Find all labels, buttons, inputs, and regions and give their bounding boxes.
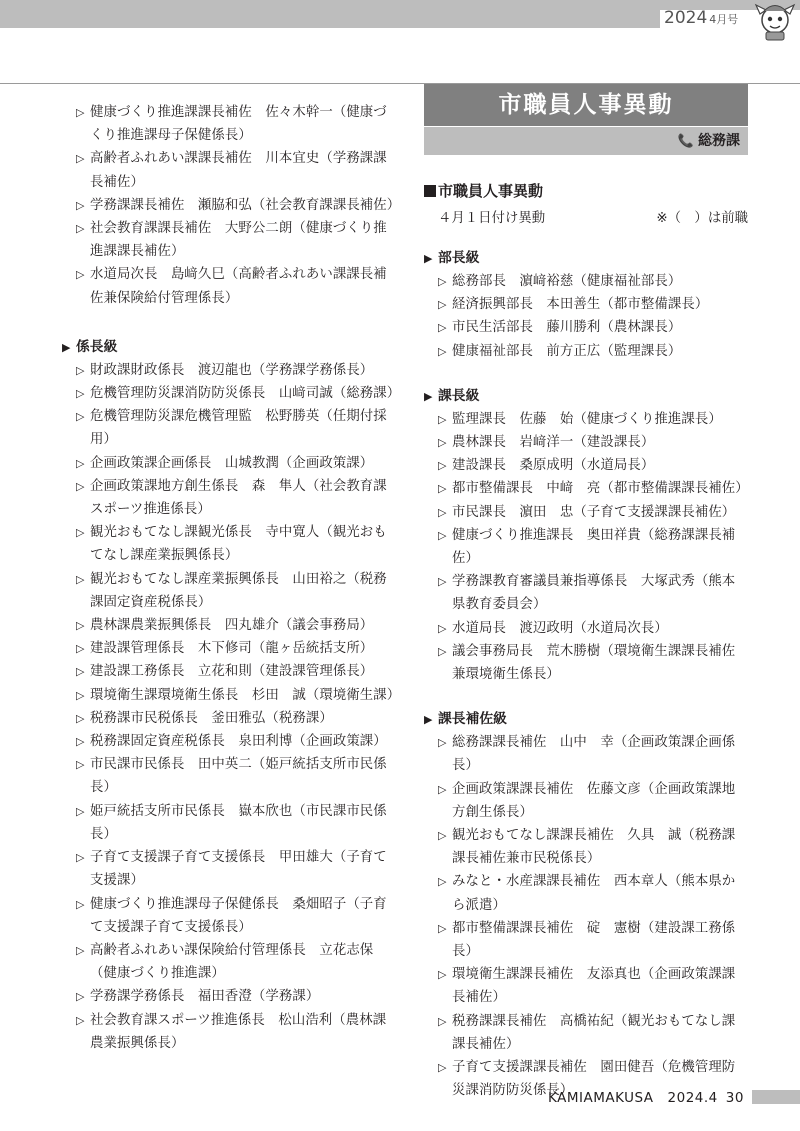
list-item: [438, 340, 748, 363]
list-item-text: 企画政策課地方創生係長 森 隼人（社会教育課スポーツ推進係長）: [90, 478, 387, 518]
triangle-bullet-icon: ▷: [76, 711, 85, 725]
list-item: [438, 870, 748, 916]
list-item: [76, 614, 396, 637]
list-item: [438, 778, 748, 824]
triangle-bullet-icon: ▷: [76, 943, 85, 957]
list-item: [76, 707, 396, 730]
phone-icon: 📞: [677, 134, 694, 149]
list-item-text: 税務課固定資産税係長 泉田利博（企画政策課）: [90, 734, 387, 750]
list-item-text: 社会教育課課長補佐 大野公二朗（健康づくり推進課課長補佐）: [90, 221, 387, 260]
list-item: [438, 617, 748, 640]
list-item-text: 子育て支援課課長補佐 園田健吾（危機管理防災課消防防災係長）: [452, 1060, 736, 1099]
list-item-text: 学務課教育審議員兼指導係長 大塚武秀（熊本県教育委員会）: [452, 574, 736, 613]
list-item: [438, 963, 748, 1009]
triangle-bullet-icon: ▷: [76, 619, 85, 633]
triangle-bullet-icon: ▷: [438, 505, 447, 519]
list-item: [438, 1010, 748, 1056]
list-item: [438, 431, 748, 454]
list-item-text: 建設課工務係長 立花和則（建設課管理係長）: [90, 664, 374, 680]
triangle-bullet-icon: ▷: [438, 1014, 447, 1028]
triangle-bullet-icon: ▷: [438, 782, 447, 796]
left-column: [62, 101, 401, 1055]
list-item-text: 社会教育課スポーツ推進係長 松山浩利（農林課農業振興係長）: [90, 1012, 387, 1051]
list-item-text: 総務部長 濵﨑裕慈（健康福祉部長）: [452, 274, 682, 289]
issue-label: [664, 8, 738, 28]
issue-year: 2024: [664, 8, 708, 28]
list-item: [438, 454, 748, 477]
list-item: [76, 800, 396, 846]
triangle-bullet-icon: ▷: [76, 851, 85, 865]
date-row: [424, 209, 748, 229]
list-item-text: 学務課学務係長 福田香澄（学務課）: [90, 989, 320, 1005]
list-item: [438, 731, 748, 777]
list-item-text: 水道局次長 島﨑久巳（高齢者ふれあい課課長補佐兼保険給付管理係長）: [90, 267, 387, 306]
triangle-bullet-icon: ▷: [76, 198, 85, 212]
list-item-text: 監理課長 佐藤 始（健康づくり推進課長）: [452, 411, 722, 427]
triangle-bullet-icon: ▷: [76, 665, 85, 679]
list-item-text: 子育て支援課子育て支援係長 甲田雄大（子育て支援課）: [90, 850, 387, 889]
list-item-text: 健康づくり推進課長 奥田祥貴（総務課課長補佐）: [452, 527, 736, 567]
triangle-bullet-icon: ▷: [438, 575, 447, 589]
list-item-text: 健康福祉部長 前方正広（監理課長）: [452, 343, 682, 359]
triangle-bullet-icon: ▷: [76, 897, 85, 911]
list-item-text: 危機管理防災課危機管理監 松野勝英（任期付採用）: [90, 409, 387, 448]
list-item: [76, 684, 401, 707]
triangle-bullet-icon: ▷: [76, 758, 85, 772]
triangle-bullet-icon: ▷: [76, 106, 85, 119]
list-item-text: 農林課農業振興係長 四丸雄介（議会事務局）: [90, 618, 374, 634]
list-item: [76, 753, 396, 799]
right-entries-bucho: [424, 270, 748, 363]
triangle-bullet-icon: ▷: [76, 479, 85, 493]
triangle-bullet-icon: ▷: [438, 482, 447, 496]
triangle-bullet-icon: ▷: [438, 321, 447, 335]
list-item: [438, 524, 748, 570]
list-item: [438, 316, 748, 339]
triangle-bullet-icon: ▷: [76, 222, 85, 236]
left-entries-top: [76, 101, 401, 310]
triangle-bullet-icon: ▷: [438, 344, 447, 358]
right-entries-hosa: [424, 731, 748, 1102]
list-item-text: 建設課長 桑原成明（水道局長）: [452, 458, 655, 474]
list-item-text: 総務課課長補佐 山中 幸（企画政策課企画係長）: [452, 735, 736, 774]
level-heading-hosa: ▶ 課長補佐級: [424, 711, 507, 728]
level-heading-kacho: ▶ 課長級: [424, 387, 480, 404]
triangle-bullet-icon: ▷: [438, 829, 447, 843]
list-item-text: 健康づくり推進課課長補佐 佐々木幹一（健康づくり推進課母子保健係長）: [90, 105, 387, 144]
list-item: [76, 147, 396, 193]
triangle-bullet-icon: ▷: [76, 642, 85, 656]
triangle-bullet-icon: ▷: [76, 410, 85, 424]
triangle-bullet-icon: ▷: [438, 1061, 447, 1075]
triangle-bullet-icon: ▷: [438, 459, 447, 473]
list-item: [76, 194, 401, 217]
list-item-text: 税務課課長補佐 高橋祐紀（観光おもてなし課課長補佐）: [452, 1013, 736, 1052]
header-band-lower: [0, 10, 660, 28]
list-item-text: 農林課長 岩﨑洋一（建設課長）: [452, 435, 655, 451]
list-item: [438, 477, 748, 500]
triangle-bullet-icon: ▷: [438, 436, 447, 450]
triangle-bullet-icon: ▷: [76, 363, 85, 377]
triangle-bullet-icon: ▷: [438, 621, 447, 635]
list-item: [76, 985, 396, 1008]
triangle-bullet-icon: ▷: [76, 572, 85, 586]
footer-bar: [752, 1090, 800, 1104]
triangle-bullet-icon: ▷: [438, 528, 447, 542]
mascot-icon: [752, 2, 798, 42]
page-number: 30: [725, 1090, 744, 1106]
list-item: [438, 917, 748, 963]
list-item-text: 税務課市民税係長 釜田雅弘（税務課）: [90, 710, 333, 726]
list-item: [76, 660, 396, 683]
list-item: [76, 382, 401, 405]
list-item: [76, 939, 396, 985]
list-item: [76, 730, 396, 753]
list-item-text: 健康づくり推進課母子保健係長 桑畑昭子（子育て支援課子育て支援係長）: [90, 896, 387, 935]
list-item-text: 議会事務局長 荒木勝樹（環境衛生課課長補佐兼環境衛生係長）: [452, 643, 736, 683]
list-item-text: 市民課長 濵田 忠（子育て支援課課長補佐）: [452, 504, 736, 520]
triangle-bullet-icon: ▷: [438, 412, 447, 426]
triangle-bullet-icon: ▷: [76, 152, 85, 166]
dept-label: 📞 総務課: [677, 133, 740, 149]
list-item: [76, 568, 396, 614]
list-item: [438, 408, 748, 431]
list-item: [76, 475, 396, 521]
list-item-text: 市民課市民係長 田中英二（姫戸統括支所市民係長）: [90, 757, 387, 796]
list-item-text: 水道局長 渡辺政明（水道局次長）: [452, 620, 668, 636]
triangle-bullet-icon: ▷: [438, 298, 447, 312]
list-item-text: 市民生活部長 藤川勝利（農林課長）: [452, 320, 682, 336]
list-item: [438, 640, 748, 686]
triangle-bullet-icon: ▷: [76, 1013, 85, 1027]
list-item: [76, 359, 396, 382]
dept-bar: [424, 127, 748, 155]
triangle-bullet-icon: ▷: [438, 875, 447, 889]
list-item-text: 高齢者ふれあい課課長補佐 川本宜史（学務課課長補佐）: [90, 151, 387, 190]
list-item-text: 観光おもてなし課産業振興係長 山田裕之（税務課固定資産税係長）: [90, 571, 387, 610]
list-item: [76, 893, 396, 939]
list-item-text: 学務課課長補佐 瀬脇和弘（社会教育課課長補佐）: [90, 197, 401, 213]
triangle-bullet-icon: ▷: [438, 644, 447, 658]
level-heading-bucho: ▶ 部長級: [424, 250, 480, 266]
list-item: [438, 293, 748, 316]
issue-month: 4月号: [709, 13, 739, 26]
list-item-text: みなと・水産課課長補佐 西本章人（熊本県から派遣）: [452, 874, 736, 913]
list-item-text: 観光おもてなし課観光係長 寺中寛人（観光おもてなし課産業振興係長）: [90, 525, 387, 564]
right-column: [424, 84, 748, 1103]
list-item-text: 経済振興部長 本田善生（都市整備課長）: [452, 297, 709, 313]
list-item-text: 姫戸統括支所市民係長 嶽本欣也（市民課市民係長）: [90, 803, 387, 842]
section-heading: 市職員人事異動: [424, 181, 748, 201]
list-item-text: 都市整備課課長補佐 碇 憲樹（建設課工務係長）: [452, 920, 736, 960]
triangle-bullet-icon: ▷: [438, 736, 447, 750]
list-item: [76, 405, 396, 451]
list-item-text: 観光おもてなし課課長補佐 久具 誠（税務課課長補佐兼市民税係長）: [452, 828, 736, 867]
list-item: [76, 263, 396, 309]
list-item-text: 財政課財政係長 渡辺龍也（学務課学務係長）: [90, 362, 374, 378]
list-item-text: 企画政策課課長補佐 佐藤文彦（企画政策課地方創生係長）: [452, 781, 736, 820]
triangle-bullet-icon: ▷: [76, 735, 85, 749]
list-item: [76, 101, 396, 147]
article-title: 市職員人事異動: [424, 84, 748, 126]
triangle-bullet-icon: ▷: [438, 968, 447, 982]
triangle-bullet-icon: ▷: [438, 275, 447, 288]
footer: [548, 1086, 744, 1106]
triangle-bullet-icon: ▷: [76, 268, 85, 282]
list-item: [76, 1009, 396, 1055]
right-entries-kacho: [424, 408, 748, 686]
date-note: ※（ ）は前職: [656, 211, 748, 226]
list-item: [76, 217, 396, 263]
list-item-text: 企画政策課企画係長 山城教潤（企画政策課）: [90, 455, 374, 471]
triangle-bullet-icon: ▷: [76, 456, 85, 470]
list-item: [76, 846, 396, 892]
list-item-text: 危機管理防災課消防防災係長 山﨑司誠（総務課）: [90, 386, 401, 402]
level-heading-kakaricho: ▶ 係長級: [62, 338, 118, 355]
date-line: ４月１日付け異動: [438, 211, 546, 226]
list-item: [438, 824, 748, 870]
list-item-text: 建設課管理係長 木下修司（龍ヶ岳統括支所）: [90, 641, 374, 657]
triangle-bullet-icon: ▷: [438, 921, 447, 935]
triangle-bullet-icon: ▷: [76, 688, 85, 702]
list-item-text: 環境衛生課課長補佐 友添真也（企画政策課課長補佐）: [452, 967, 736, 1006]
list-item: [438, 570, 748, 616]
list-item: [438, 270, 748, 293]
triangle-bullet-icon: ▷: [76, 990, 85, 1004]
list-item-text: 高齢者ふれあい課保険給付管理係長 立花志保（健康づくり推進課）: [90, 942, 374, 982]
left-entries-kakaricho: [76, 359, 401, 1055]
list-item-text: 都市整備課長 中﨑 亮（都市整備課課長補佐）: [452, 481, 749, 497]
list-item: [76, 452, 396, 475]
triangle-bullet-icon: ▷: [76, 804, 85, 818]
footer-magazine: KAMIAMAKUSA 2024.4: [548, 1090, 718, 1106]
square-bullet-icon: [424, 185, 436, 197]
list-item-text: 環境衛生課環境衛生係長 杉田 誠（環境衛生課）: [90, 687, 401, 703]
triangle-bullet-icon: ▷: [76, 526, 85, 540]
list-item: [76, 521, 396, 567]
list-item: [438, 501, 748, 524]
list-item: [76, 637, 396, 660]
triangle-bullet-icon: ▷: [76, 387, 85, 401]
